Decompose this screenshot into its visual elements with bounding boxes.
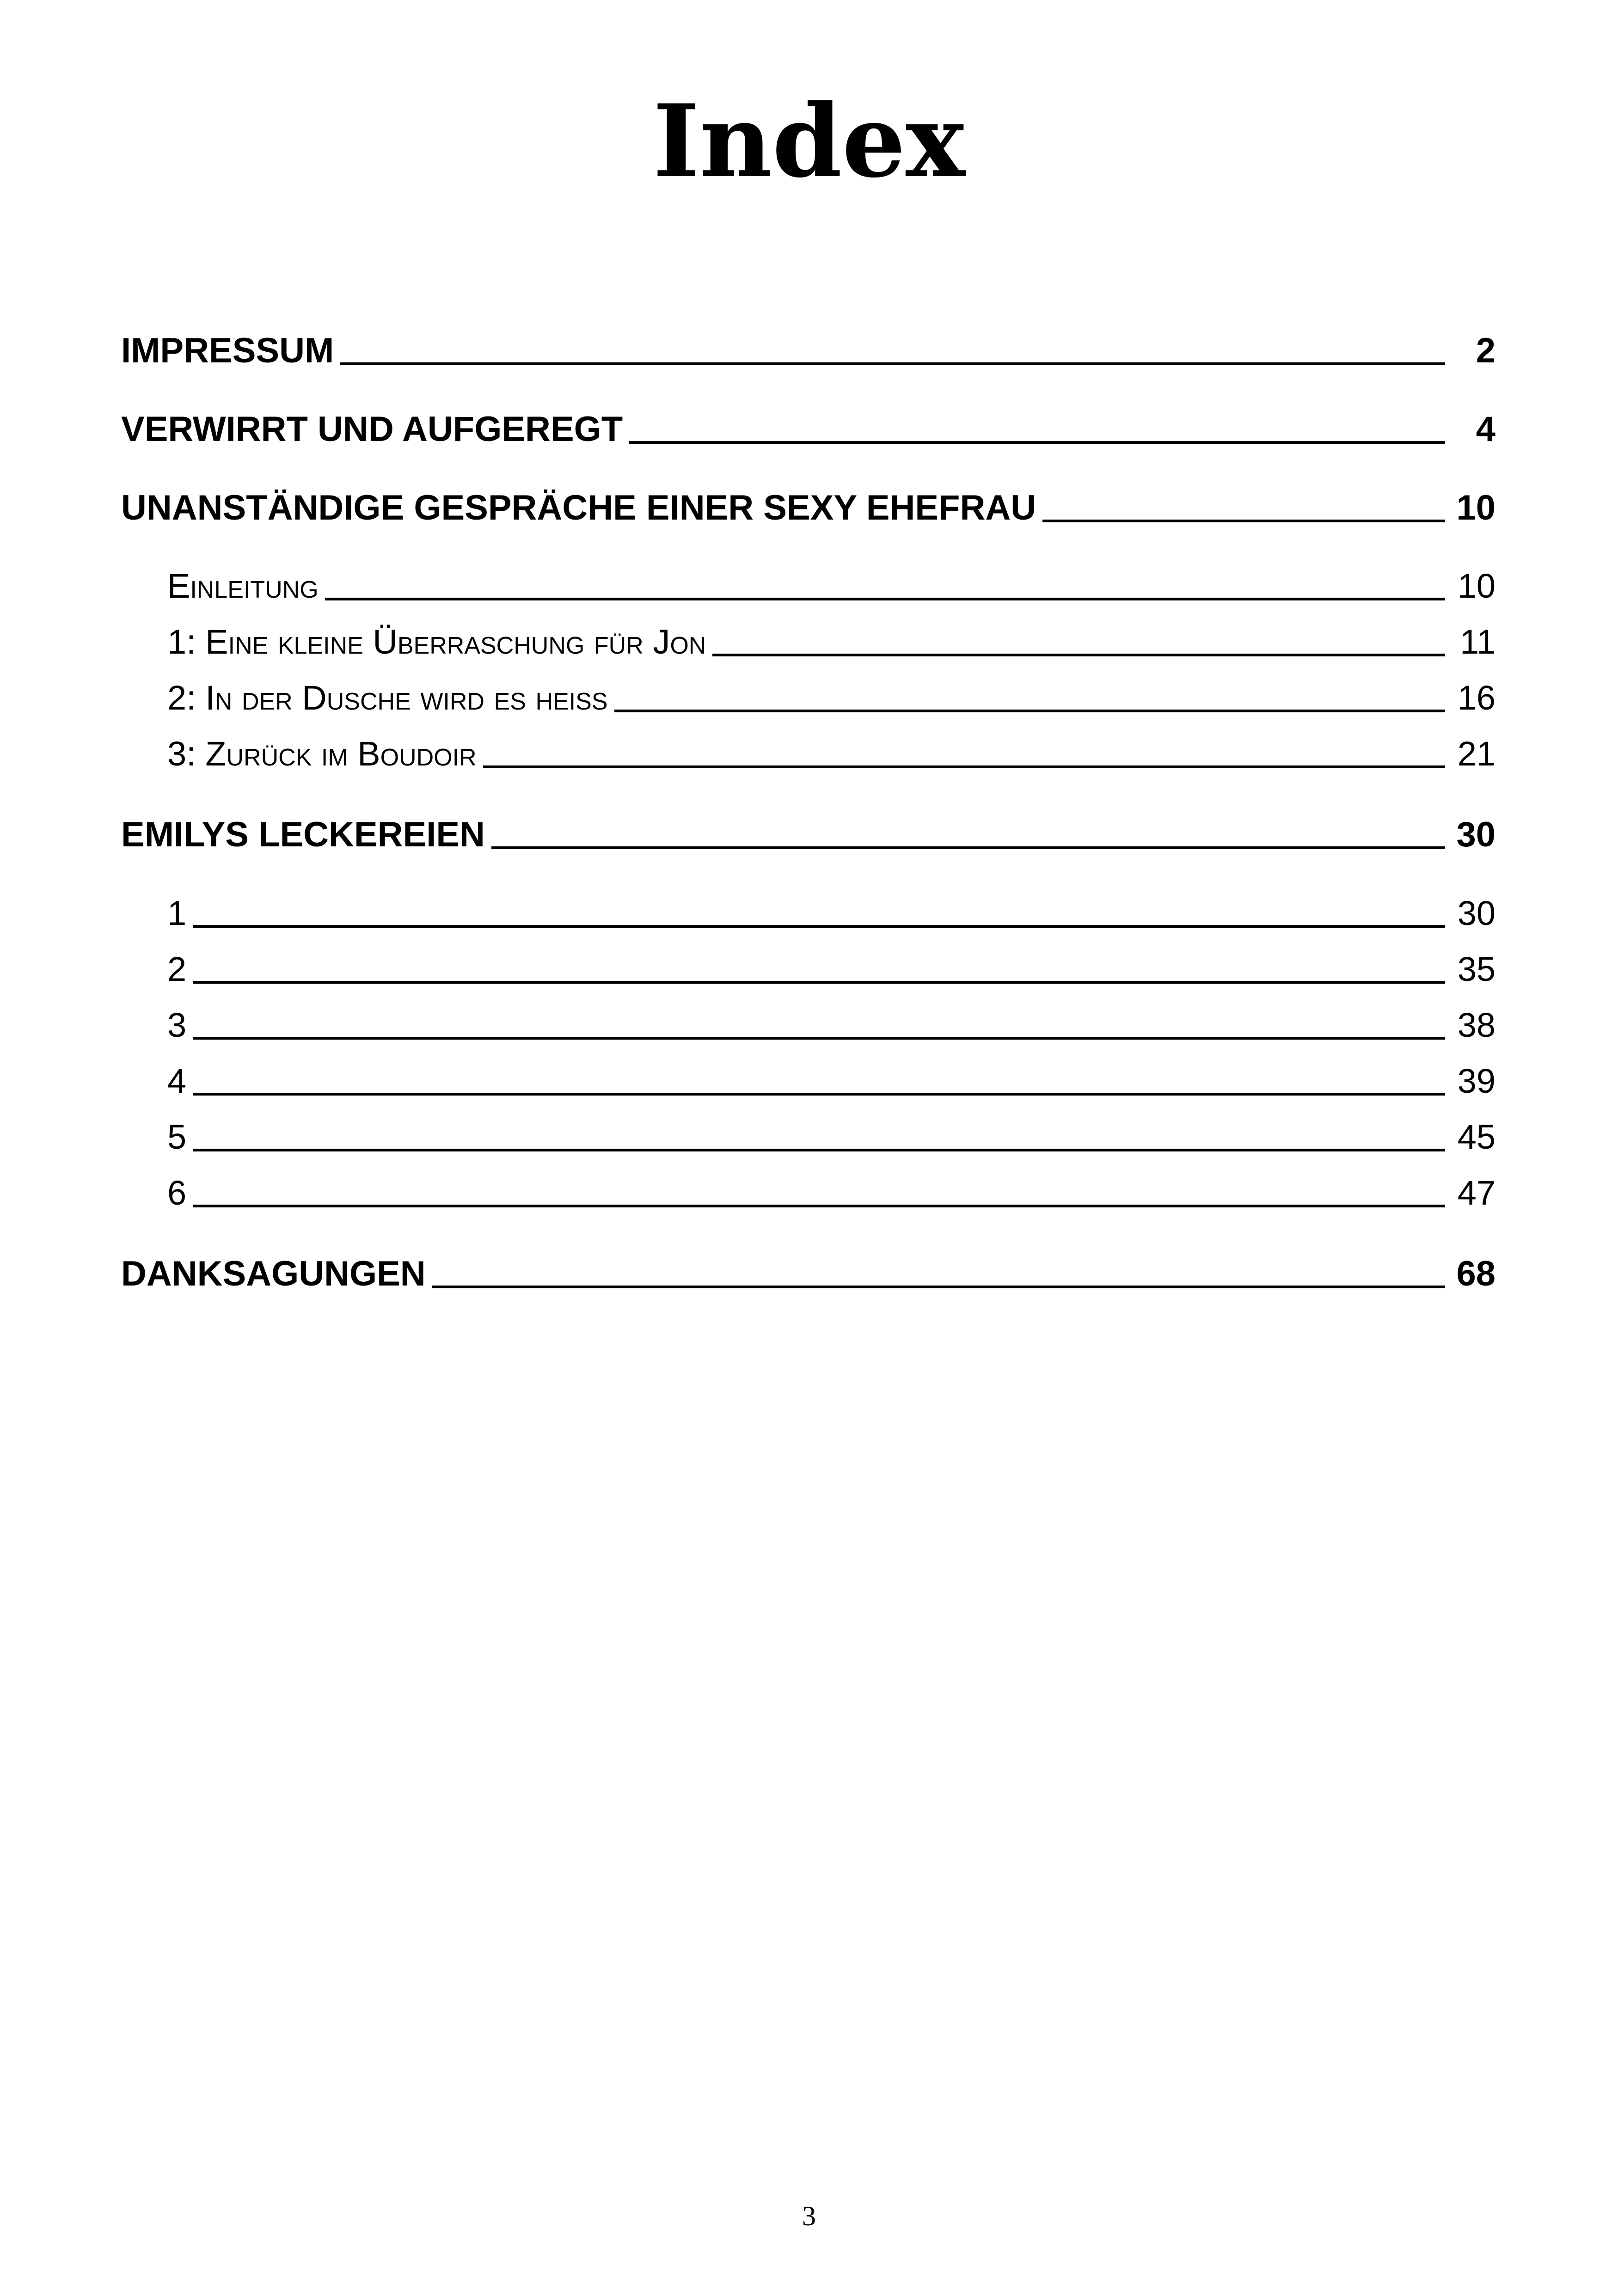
toc-entry-page: 47 — [1457, 1174, 1495, 1212]
toc-leader-line — [614, 710, 1446, 712]
toc-subentry-part-3[interactable] — [167, 1005, 1495, 1045]
page-number: 3 — [802, 2201, 816, 2231]
toc-leader-line — [712, 654, 1445, 656]
toc-entry-unanstaendige-gespraeche[interactable] — [121, 488, 1495, 528]
toc-entry-label: 2: In der Dusche wird es heiß — [167, 679, 608, 717]
toc-leader-line — [1042, 520, 1445, 522]
toc-subentry-part-4[interactable] — [167, 1061, 1495, 1101]
toc-leader-line — [491, 846, 1445, 849]
toc-entry-label: 1 — [167, 894, 187, 932]
toc-entry-label: 6 — [167, 1174, 187, 1212]
toc-entry-page: 11 — [1460, 623, 1495, 661]
toc-leader-line — [193, 1149, 1445, 1151]
toc-leader-line — [629, 441, 1445, 444]
toc-leader-line — [193, 925, 1445, 928]
toc-leader-line — [340, 362, 1445, 365]
toc-entry-verwirrt-und-aufgeregt[interactable] — [121, 409, 1495, 449]
toc-entry-label: 3 — [167, 1006, 187, 1044]
toc-entry-label: 3: Zurück im Boudoir — [167, 735, 477, 773]
toc-leader-line — [193, 1037, 1445, 1040]
toc-leader-line — [432, 1286, 1445, 1288]
toc-entry-page: 68 — [1456, 1254, 1495, 1293]
toc-entry-page: 45 — [1457, 1118, 1495, 1156]
toc-leader-line — [193, 1093, 1445, 1096]
toc-entry-label: EMILYS LECKEREIEN — [121, 815, 485, 854]
toc-subentry-part-2[interactable] — [167, 949, 1495, 989]
toc-subentry-einleitung[interactable] — [167, 566, 1495, 606]
toc-entry-label: 2 — [167, 950, 187, 988]
toc-entry-page: 16 — [1457, 679, 1495, 717]
toc-subentry-chapter-1[interactable] — [167, 622, 1495, 661]
toc-entry-label: IMPRESSUM — [121, 331, 334, 370]
toc-entry-emilys-leckereien[interactable] — [121, 814, 1495, 855]
toc-entry-page: 38 — [1457, 1006, 1495, 1044]
toc-entry-danksagungen[interactable] — [121, 1254, 1495, 1294]
toc-subentry-part-6[interactable] — [167, 1173, 1495, 1212]
toc-subentry-chapter-2[interactable] — [167, 678, 1495, 717]
toc-leader-line — [325, 598, 1445, 600]
toc-entry-label: 5 — [167, 1118, 187, 1156]
toc-entry-label: 4 — [167, 1062, 187, 1100]
toc-entry-page: 21 — [1457, 735, 1495, 773]
toc-entry-page: 2 — [1476, 331, 1495, 370]
toc-entry-page: 39 — [1457, 1062, 1495, 1100]
toc-entry-page: 35 — [1457, 950, 1495, 988]
toc-subentry-part-1[interactable] — [167, 894, 1495, 933]
toc-entry-label: VERWIRRT UND AUFGEREGT — [121, 410, 623, 449]
toc-entry-page: 4 — [1476, 410, 1495, 449]
toc-leader-line — [193, 1205, 1445, 1207]
toc-entry-impressum[interactable] — [121, 331, 1495, 371]
toc-entry-page: 30 — [1456, 815, 1495, 854]
toc-entry-page: 10 — [1457, 567, 1495, 605]
page-title: Index — [653, 82, 965, 200]
toc-leader-line — [483, 765, 1445, 768]
toc-entry-page: 10 — [1456, 488, 1495, 527]
toc-subentry-part-5[interactable] — [167, 1117, 1495, 1157]
toc-subentry-chapter-3[interactable] — [167, 734, 1495, 773]
toc-entry-label: UNANSTÄNDIGE GESPRÄCHE EINER SEXY EHEFRAU — [121, 488, 1036, 527]
toc-entry-label: Einleitung — [167, 567, 319, 605]
toc-entry-label: DANKSAGUNGEN — [121, 1254, 426, 1293]
toc-leader-line — [193, 981, 1445, 984]
toc-entry-label: 1: Eine kleine Überraschung für Jon — [167, 623, 706, 661]
toc-entry-page: 30 — [1457, 894, 1495, 932]
